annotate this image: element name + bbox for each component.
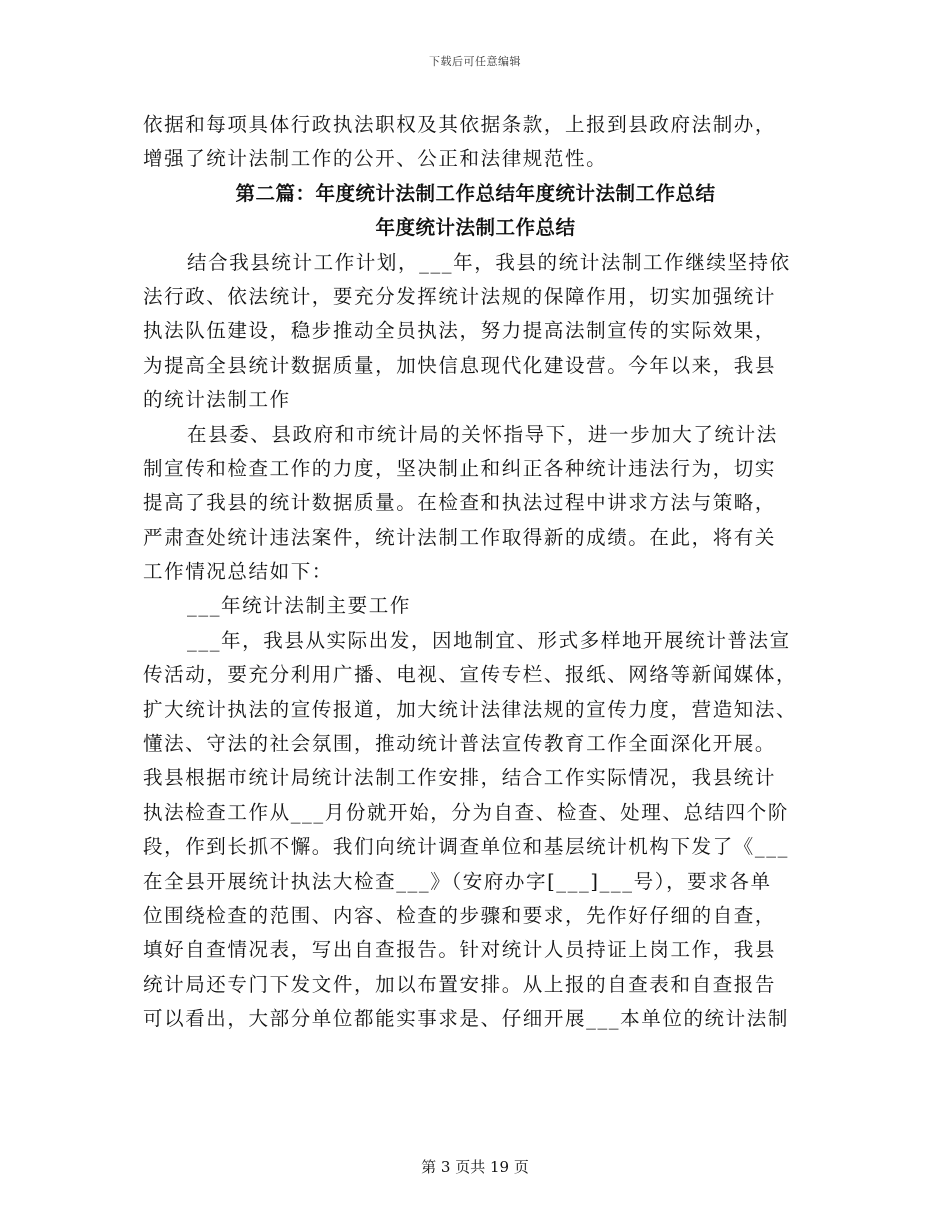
body-line: 可以看出，大部分单位都能实事求是、仔细开展___本单位的统计法制 bbox=[143, 1007, 789, 1031]
body-line: ___年统计法制主要工作 bbox=[187, 594, 411, 618]
body-line: 执法检查工作从___月份就开始，分为自查、检查、处理、总结四个阶 bbox=[143, 800, 789, 824]
body-line: 依据和每项具体行政执法职权及其依据条款，上报到县政府法制办， bbox=[143, 113, 777, 136]
body-line: 传活动，要充分利用广播、电视、宣传专栏、报纸、网络等新闻媒体， bbox=[143, 663, 798, 687]
body-line: 执法队伍建设，稳步推动全员执法，努力提高法制宣传的实际效果， bbox=[143, 319, 777, 343]
body-line: 位围绕检查的范围、内容、检查的步骤和要求，先作好仔细的自查， bbox=[143, 903, 777, 927]
body-line: 结合我县统计工作计划，___年，我县的统计法制工作继续坚持依 bbox=[187, 250, 791, 274]
body-line: 段，作到长抓不懈。我们向统计调查单位和基层统计机构下发了《___ bbox=[143, 835, 789, 859]
body-line: 法行政、依法统计，要充分发挥统计法规的保障作用，切实加强统计 bbox=[143, 284, 777, 308]
body-line: 的统计法制工作 bbox=[143, 388, 291, 412]
body-line: 严肃查处统计违法案件，统计法制工作取得新的成绩。在此，将有关 bbox=[143, 525, 777, 549]
body-line: 统计局还专门下发文件，加以布置安排。从上报的自查表和自查报告 bbox=[143, 972, 777, 996]
page-number: 第 3 页共 19 页 bbox=[421, 1158, 529, 1176]
body-line: 制宣传和检查工作的力度，坚决制止和纠正各种统计违法行为，切实 bbox=[143, 456, 777, 480]
body-line: 提高了我县的统计数据质量。在检查和执法过程中讲求方法与策略， bbox=[143, 491, 777, 515]
body-line: 在县委、县政府和市统计局的关怀指导下，进一步加大了统计法 bbox=[187, 422, 778, 446]
body-line: 扩大统计执法的宣传报道，加大统计法律法规的宣传力度，营造知法、 bbox=[143, 697, 798, 721]
body-line: 工作情况总结如下： bbox=[143, 560, 333, 584]
section-subtitle: 年度统计法制工作总结 bbox=[375, 216, 576, 240]
body-line: 增强了统计法制工作的公开、公正和法律规范性。 bbox=[143, 147, 608, 171]
page-header: 下载后可任意编辑 bbox=[429, 55, 521, 68]
body-line: 我县根据市统计局统计法制工作安排，结合工作实际情况，我县统计 bbox=[143, 766, 777, 790]
body-line: ___年，我县从实际出发，因地制宜、形式多样地开展统计普法宣 bbox=[187, 628, 791, 652]
body-line: 为提高全县统计数据质量，加快信息现代化建设营。今年以来，我县 bbox=[143, 353, 777, 377]
body-line: 填好自查情况表，写出自查报告。针对统计人员持证上岗工作，我县 bbox=[143, 938, 777, 962]
body-line: 在全县开展统计执法大检查___》（安府办字[___]___号），要求各单 bbox=[143, 869, 772, 893]
document-body bbox=[143, 108, 808, 1037]
section-title: 第二篇：年度统计法制工作总结年度统计法制工作总结 bbox=[235, 181, 716, 205]
body-line: 懂法、守法的社会氛围，推动统计普法宣传教育工作全面深化开展。 bbox=[143, 732, 777, 756]
